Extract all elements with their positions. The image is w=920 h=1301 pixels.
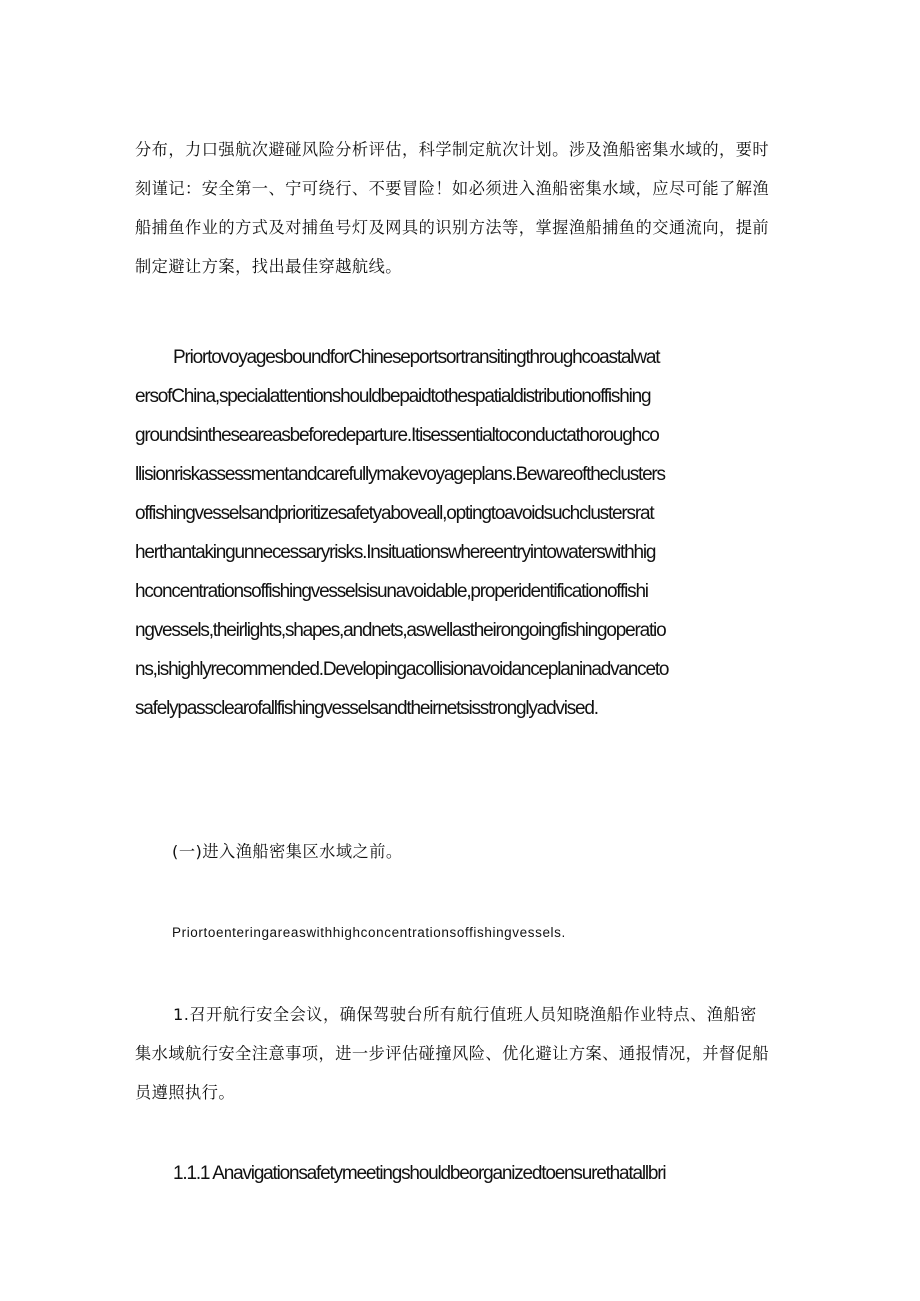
section-heading-text: Priortoenteringareaswithhighconcentrationsoffishingvessels. <box>172 925 566 940</box>
paragraph-zh-intro <box>135 130 785 286</box>
section-heading-zh <box>172 832 772 871</box>
text-line: groundsintheseareasbeforedeparture.Itisessentialtoconductathoroughco <box>135 425 659 446</box>
text-line: hconcentrationsoffishingvesselsisunavoidable,properidentificationoffishi <box>135 581 648 602</box>
text-line: 船捕鱼作业的方式及对捕鱼号灯及网具的识别方法等，掌握渔船捕鱼的交通流向，提前 <box>135 218 770 237</box>
paragraph-en-item-1-1-1 <box>135 1154 785 1193</box>
text-line: 刻谨记：安全第一、宁可绕行、不要冒险！如必须进入渔船密集水域，应尽可能了解渔 <box>135 179 770 198</box>
section-heading-text: (一)进入渔船密集区水域之前。 <box>172 842 403 861</box>
text-line: ngvessels,theirlights,shapes,andnets,aswellastheirongoingfishingoperatio <box>135 620 666 641</box>
text-line: safelypassclearofallfishingvesselsandtheirnetsisstronglyadvised. <box>135 698 598 719</box>
section-heading-en <box>172 918 772 948</box>
text-line: 员遵照执行。 <box>135 1083 236 1102</box>
text-line: 分布，力口强航次避碰风险分析评估，科学制定航次计划。涉及渔船密集水域的，要时 <box>135 140 770 159</box>
text-line: 1.召开航行安全会议，确保驾驶台所有航行值班人员知晓渔船作业特点、渔船密 <box>173 1005 757 1024</box>
paragraph-zh-item-1 <box>135 995 785 1112</box>
text-line: llisionriskassessmentandcarefullymakevoyageplans.Bewareoftheclusters <box>135 464 665 485</box>
text-line: 集水域航行安全注意事项，进一步评估碰撞风险、优化避让方案、通报情况，并督促船 <box>135 1044 770 1063</box>
text-line: PriortovoyagesboundforChineseportsortransitingthroughcoastalwat <box>173 347 660 368</box>
text-line: herthantakingunnecessaryrisks.Insituationswhereentryintowaterswithhig <box>135 542 656 563</box>
text-line: offishingvesselsandprioritizesafetyaboveall,optingtoavoidsuchclustersrat <box>135 503 654 524</box>
text-line: ersofChina,specialattentionshouldbepaidtothespatialdistributionoffishing <box>135 386 651 407</box>
text-line: 1.1.1 Anavigationsafetymeetingshouldbeorganizedtoensurethatallbri <box>173 1163 666 1184</box>
text-line: ns,ishighlyrecommended.Developingacollisionavoidanceplaninadvanceto <box>135 659 669 680</box>
text-line: 制定避让方案，找出最佳穿越航线。 <box>135 257 402 276</box>
paragraph-en-intro <box>135 338 785 728</box>
